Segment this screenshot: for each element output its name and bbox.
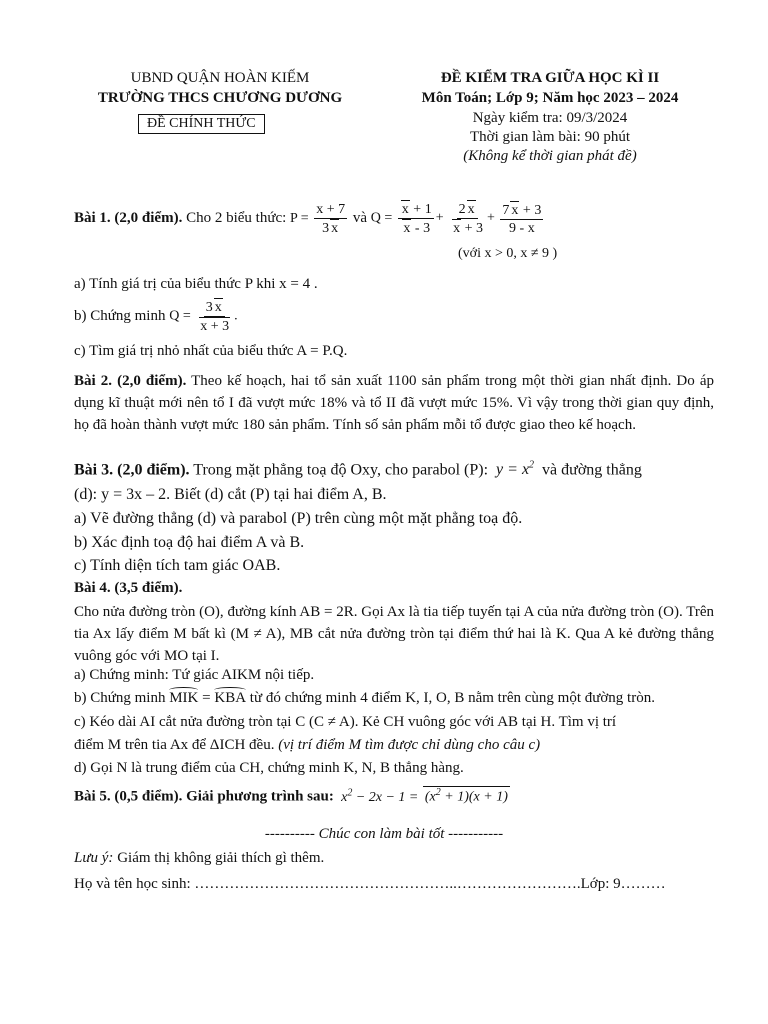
bai3-line2: (d): y = 3x – 2. Biết (d) cắt (P) tại hai điểm A, B.	[74, 486, 387, 503]
bai3-b: b) Xác định toạ độ hai điểm A và B.	[74, 534, 305, 551]
bai4-b-row	[74, 690, 655, 707]
bai2-heading: Bài 2. (2,0 điểm).	[74, 373, 187, 389]
parabol-equation: $y = x^2$	[492, 460, 535, 479]
bai4-d: d) Gọi N là trung điểm của CH, chứng minh K, N, B thẳng hàng.	[74, 760, 464, 776]
bai1-heading: Bài 1. (2,0 điểm).	[74, 210, 183, 226]
closing-wish: ---------- Chúc con làm bài tốt -----------	[264, 826, 504, 842]
official-badge: ĐỀ CHÍNH THỨC	[138, 114, 265, 134]
exam-date: Ngày kiểm tra: 09/3/2024	[472, 110, 628, 126]
bai3-text2: và đường thẳng	[542, 461, 642, 479]
school-name: TRƯỜNG THCS CHƯƠNG DƯƠNG	[97, 90, 343, 106]
arc-kba: KBA	[214, 690, 247, 706]
bai2-block	[74, 370, 714, 436]
formula-p: P = $\frac{x + 7}{3 x}$	[290, 201, 346, 236]
bai3-row1	[74, 460, 642, 479]
bai3-text1: Trong mặt phẳng toạ độ Oxy, cho parabol (P):	[193, 461, 489, 479]
bai5-heading: Bài 5. (0,5 điểm). Giải phương trình sau:	[74, 788, 334, 805]
bai1-c: c) Tìm giá trị nhỏ nhất của biểu thức A = P.Q.	[74, 343, 348, 359]
bai1-and: và	[352, 210, 368, 226]
exam-subject: Môn Toán; Lớp 9; Năm học 2023 – 2024	[421, 90, 679, 106]
exam-duration: Thời gian làm bài: 90 phút	[470, 129, 630, 145]
exam-title: ĐỀ KIỂM TRA GIỮA HỌC KÌ II	[440, 70, 660, 86]
bai1-b: b) Chứng minh	[74, 308, 166, 324]
bai4-c1: c) Kéo dài AI cắt nửa đường tròn tại C (C ≠ A). Kẻ CH vuông góc với AB tại H. Tìm vị trí	[74, 714, 617, 730]
district-name: UBND QUẬN HOÀN KIẾM	[130, 70, 310, 86]
bai4-b-suffix: từ đó chứng minh 4 điểm K, I, O, B nằm trên cùng một đường tròn.	[249, 690, 655, 706]
bai1-b-row	[74, 298, 238, 335]
bai4-a: a) Chứng minh: Tứ giác AIKM nội tiếp.	[74, 667, 315, 683]
arc-mik: MIK	[169, 690, 199, 706]
bai5-row	[74, 786, 510, 806]
bai4-b-eq: =	[202, 690, 211, 706]
exam-note: (Không kể thời gian phát đề)	[463, 148, 637, 164]
bai4-heading: Bài 4. (3,5 điểm).	[74, 580, 183, 596]
bai4-intro: Cho nửa đường tròn (O), đường kính AB = 2R. Gọi Ax là tia tiếp tuyến tại A của nửa đường tròn (O). Trên tia Ax lấy điểm M bất kì (M ≠ A), MB cắt nửa đường tròn tại điểm thứ hai là K. Qua A kẻ đường thẳng vuông góc với MO tại I.	[74, 604, 714, 664]
footer-note-row	[74, 850, 324, 867]
bai3-heading: Bài 3. (2,0 điểm).	[74, 461, 190, 479]
bai5-equation: $x^2 - 2x - 1 = (x^2 + 1)(x + 1)$	[337, 787, 508, 805]
formula-q: Q = $\frac{x + 1}{x - 3}$ + $\frac{2 x}{x + 3}$ + $\frac{7 x + 3}{9 - x}$	[370, 202, 542, 236]
bai1-intro: Cho 2 biểu thức:	[186, 210, 287, 226]
bai4-c2: điểm M trên tia Ax để ΔICH đều.	[74, 737, 275, 753]
bai1-row	[74, 200, 545, 237]
bai4-c2-note: (vị trí điểm M tìm được chỉ dùng cho câu c)	[278, 737, 541, 753]
student-info-line: Họ và tên học sinh: ……………………………………………..…………………….Lớp: 9………	[74, 876, 666, 892]
bai4-b-prefix: b) Chứng minh	[74, 690, 166, 706]
formula-q-simplified: Q = $\frac{3 x}{x + 3}$ .	[169, 300, 238, 334]
bai1-condition: (với x > 0, x ≠ 9 )	[458, 246, 558, 261]
bai1-a: a) Tính giá trị của biểu thức P khi x = 4 .	[74, 276, 318, 292]
footer-note-text: Giám thị không giải thích gì thêm.	[117, 850, 325, 866]
bai4-c2-row	[74, 737, 540, 754]
bai3-c: c) Tính diện tích tam giác OAB.	[74, 557, 281, 574]
footer-note-label: Lưu ý:	[74, 850, 114, 866]
bai2-text: Theo kế hoạch, hai tổ sản xuất 1100 sản phẩm trong một thời gian nhất định. Do áp dụng kĩ thuật mới nên tổ I đã vượt mức 18% và tổ II đã vượt mức 15%. Vì vậy trong thời gian quy định, họ đã hoàn thành vượt mức 180 sản phẩm. Tính số sản phẩm mỗi tổ được giao theo kế hoạch.	[74, 373, 714, 433]
bai3-a: a) Vẽ đường thẳng (d) và parabol (P) trên cùng một mặt phẳng toạ độ.	[74, 510, 523, 527]
